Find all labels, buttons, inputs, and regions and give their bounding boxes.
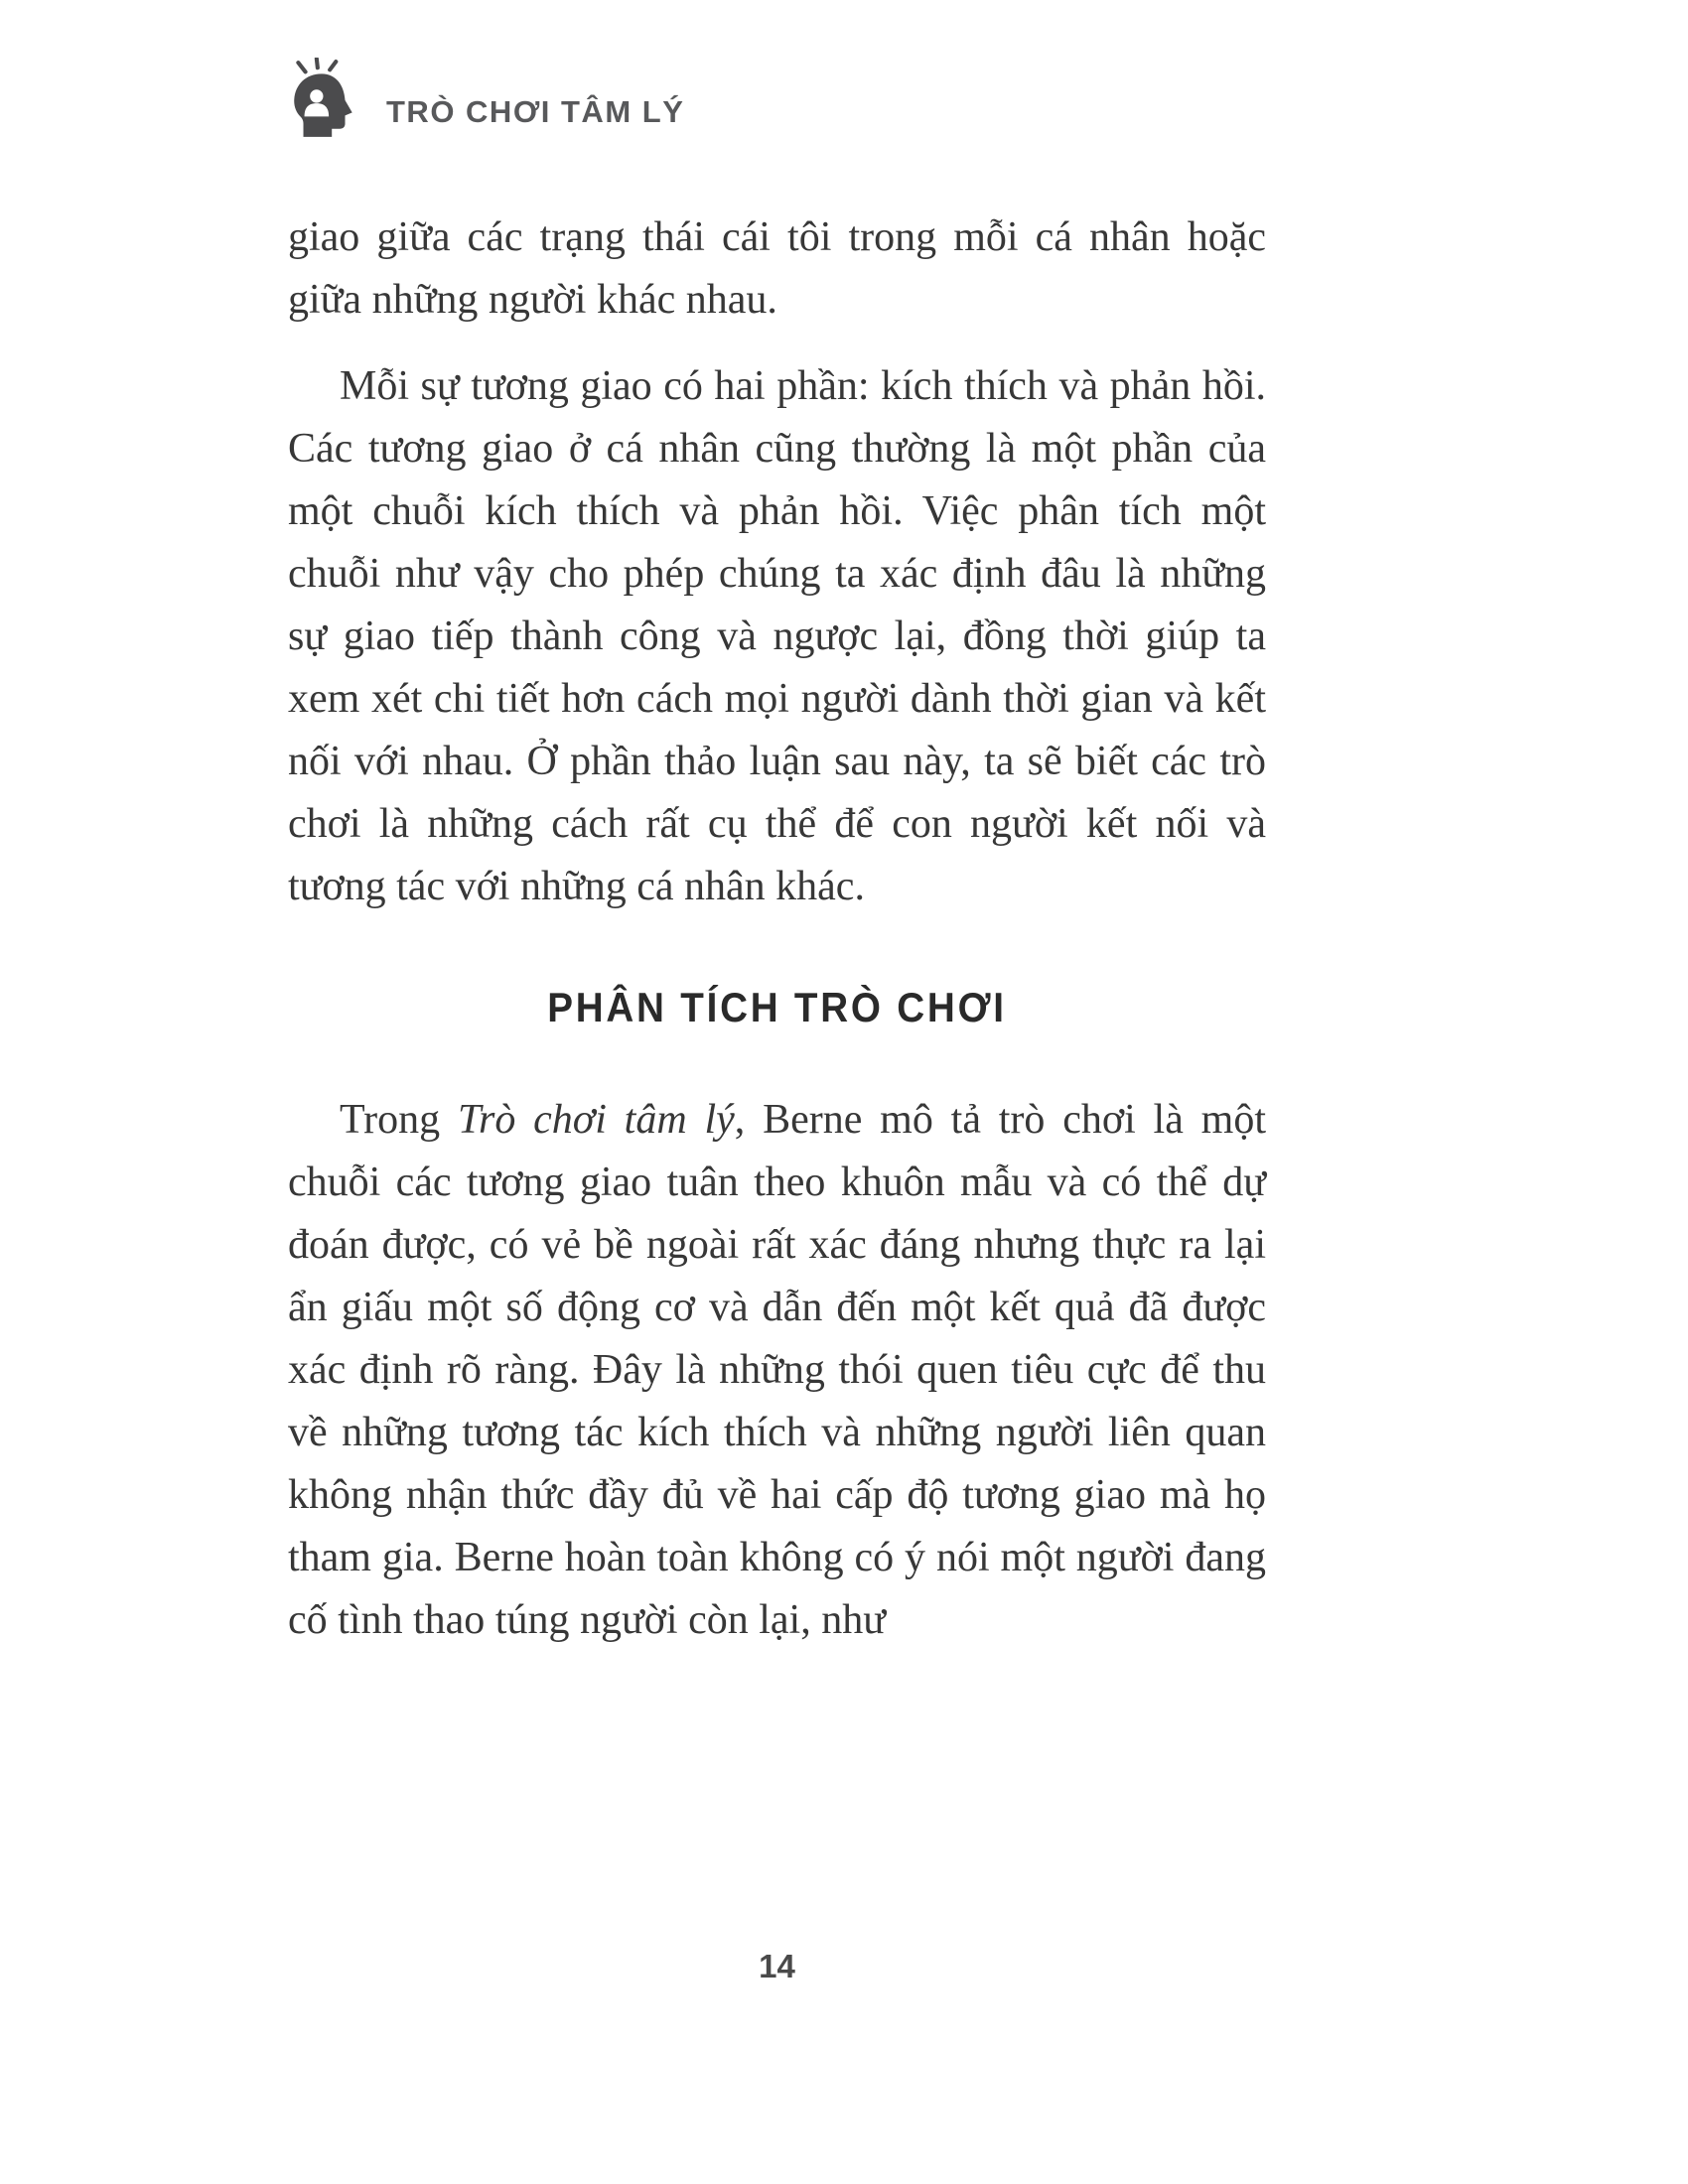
running-head-title: TRÒ CHƠI TÂM LÝ xyxy=(386,94,685,129)
book-title-italic: Trò chơi tâm lý xyxy=(457,1097,735,1143)
paragraph-game-analysis xyxy=(288,1089,1266,1652)
head-idea-icon xyxy=(283,58,364,141)
page-number: 14 xyxy=(759,1948,795,1984)
page-content xyxy=(288,206,1266,1676)
section-heading: PHÂN TÍCH TRÒ CHƠI xyxy=(547,984,1007,1030)
paragraph-text-rest: , Berne mô tả trò chơi là một chuỗi các tương giao tuân theo khuôn mẫu và có thể dự đoán được, có vẻ bề ngoài rất xác đáng nhưng thực ra lại ẩn giấu một số động cơ và dẫn đến một kết quả đã được xác định rõ ràng. Đây là những thói quen tiêu cực để thu về những tương tác kích thích và những người liên quan không nhận thức đầy đủ về hai cấp độ tương giao mà họ tham gia. Berne hoàn toàn không có ý nói một người đang cố tình thao túng người còn lại, như xyxy=(288,1097,1266,1643)
paragraph-transactions: Mỗi sự tương giao có hai phần: kích thích và phản hồi. Các tương giao ở cá nhân cũng thường là một phần của một chuỗi kích thích và phản hồi. Việc phân tích một chuỗi như vậy cho phép chúng ta xác định đâu là những sự giao tiếp thành công và ngược lại, đồng thời giúp ta xem xét chi tiết hơn cách mọi người dành thời gian và kết nối với nhau. Ở phần thảo luận sau này, ta sẽ biết các trò chơi là những cách rất cụ thể để con người kết nối và tương tác với những cá nhân khác. xyxy=(288,363,1266,909)
paragraph-text-lead: Trong xyxy=(340,1097,458,1143)
paragraph-continuation: giao giữa các trạng thái cái tôi trong mỗi cá nhân hoặc giữa những người khác nhau. xyxy=(288,214,1266,323)
page-footer xyxy=(288,1948,1266,1985)
page-header xyxy=(283,58,684,141)
